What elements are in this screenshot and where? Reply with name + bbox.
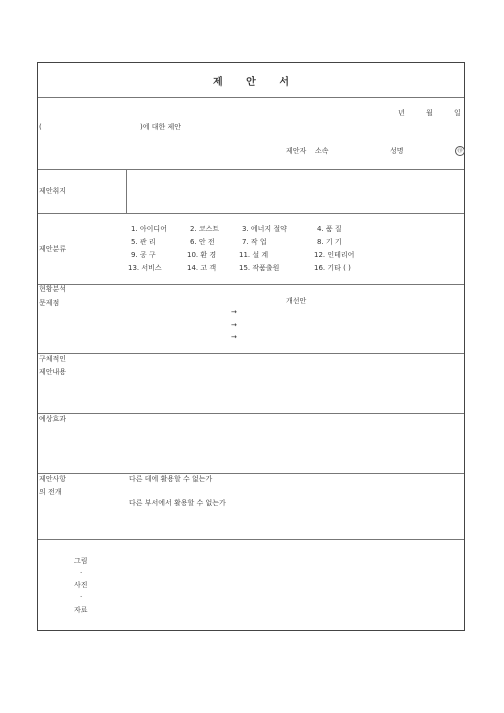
analysis-label-line1: 현황분석 — [39, 285, 67, 293]
purpose-label: 제안취지 — [39, 187, 67, 195]
title-char-3: 서 — [279, 77, 289, 88]
divider — [38, 473, 464, 474]
category-item: 11. 설 계 — [239, 251, 269, 259]
divider — [38, 213, 464, 214]
arrow-icon: → — [231, 333, 237, 341]
detail-label-line1: 구체적인 — [39, 355, 67, 363]
category-item: 9. 공 구 — [131, 251, 156, 259]
attach-label-material: 자료 — [74, 606, 88, 614]
improvement-label: 개선안 — [286, 297, 307, 305]
category-item: 4. 품 질 — [317, 225, 342, 233]
divider — [38, 169, 464, 170]
dept-label: 소속 — [315, 147, 329, 155]
category-item: 8. 기 기 — [317, 238, 342, 246]
date-month-label: 월 — [426, 109, 433, 117]
title-char-2: 안 — [246, 77, 256, 88]
divider — [38, 539, 464, 540]
arrow-icon: → — [231, 321, 237, 329]
arrow-icon: → — [231, 308, 237, 316]
category-item: 7. 작 업 — [242, 238, 267, 246]
proposer-label: 제안자 — [286, 147, 307, 155]
category-item: 15. 작품출원 — [239, 264, 280, 272]
about-open-paren: ( — [39, 123, 42, 131]
expansion-label-line2: 의 전개 — [39, 488, 62, 496]
detail-label-line2: 제안내용 — [39, 368, 67, 376]
form-title — [38, 73, 464, 88]
category-item: 3. 에너지 절약 — [242, 225, 287, 233]
about-suffix: )에 대한 제안 — [140, 123, 181, 131]
date-day-label: 일 — [454, 109, 461, 117]
purpose-column-divider — [126, 169, 127, 213]
expansion-question-2: 다른 부서에서 활용할 수 없는가 — [129, 499, 226, 507]
category-item: 12. 인테리어 — [314, 251, 355, 259]
category-label: 제안분류 — [39, 245, 67, 253]
category-item: 10. 환 경 — [187, 251, 217, 259]
title-char-1: 제 — [213, 77, 223, 88]
divider — [38, 97, 464, 98]
category-item: 1. 아이디어 — [131, 225, 167, 233]
category-item: 16. 기타 ( ) — [314, 264, 351, 272]
expansion-question-1: 다른 데에 활용할 수 없는가 — [129, 475, 213, 483]
attach-separator: · — [80, 569, 83, 577]
attach-label-picture: 그림 — [74, 557, 88, 565]
divider — [38, 413, 464, 414]
attach-separator: · — [80, 593, 83, 601]
date-year-label: 년 — [398, 109, 405, 117]
seal-mark: ㊞ — [455, 146, 465, 156]
proposal-form — [37, 62, 465, 631]
category-item: 6. 안 전 — [190, 238, 215, 246]
category-item: 2. 코스트 — [190, 225, 220, 233]
divider — [38, 284, 464, 285]
expansion-label-line1: 제안사항 — [39, 475, 67, 483]
category-item: 14. 고 객 — [187, 264, 217, 272]
divider — [38, 353, 464, 354]
category-item: 13. 서비스 — [128, 264, 162, 272]
effect-label: 예상효과 — [39, 415, 67, 423]
category-item: 5. 관 리 — [131, 238, 156, 246]
attach-label-photo: 사진 — [74, 581, 88, 589]
analysis-label-line2: 문제점 — [39, 299, 60, 307]
name-label: 성명 — [390, 147, 404, 155]
